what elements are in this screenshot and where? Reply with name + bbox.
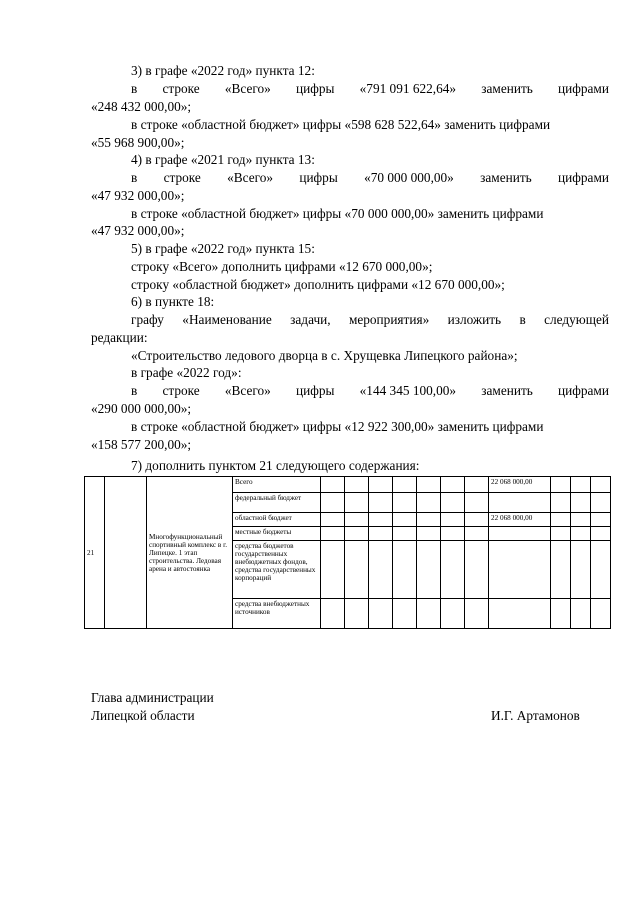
- text-line: 3) в графе «2022 год» пункта 12:: [131, 63, 315, 78]
- word: «144 345 100,00»: [359, 383, 457, 398]
- item-name-cell: Многофункциональный спортивный комплекс в г. Липецке. 1 этап строительства. Ледовая арена и автостоянка: [147, 477, 233, 629]
- text-line: 5) в графе «2022 год» пункта 15:: [131, 241, 315, 256]
- text-line: 7) дополнить пунктом 21 следующего содержания:: [131, 458, 420, 473]
- program-table: [84, 476, 611, 629]
- text-line-justified: [91, 311, 609, 329]
- word: в: [131, 170, 138, 185]
- value-cell: [489, 541, 551, 599]
- word: изложить: [447, 312, 502, 327]
- text-line: «47 932 000,00»;: [91, 223, 185, 238]
- value-cell: [489, 493, 551, 513]
- text-line: в строке «областной бюджет» цифры «12 922 300,00» заменить цифрами: [131, 419, 544, 434]
- item-number-cell: 21: [85, 477, 105, 629]
- text-line-justified: [91, 80, 609, 98]
- empty-cell: [105, 477, 147, 629]
- value-cell: 22 068 000,00: [489, 513, 551, 527]
- value-cell: [489, 599, 551, 629]
- text-line: строку «Всего» дополнить цифрами «12 670 000,00»;: [131, 259, 433, 274]
- value-cell: 22 068 000,00: [489, 477, 551, 493]
- word: «Всего»: [224, 383, 271, 398]
- word: «Всего»: [227, 170, 274, 185]
- signature-position-line1: Глава администрации: [91, 690, 214, 705]
- source-cell: федеральный бюджет: [233, 493, 321, 513]
- word: строке: [162, 383, 200, 398]
- word: цифры: [299, 170, 338, 185]
- source-cell: средства бюджетов государственных внебюджетных фондов, средства государственных корпораций: [233, 541, 321, 599]
- word: «Всего»: [224, 81, 271, 96]
- text-line: «290 000 000,00»;: [91, 401, 192, 416]
- source-cell: областной бюджет: [233, 513, 321, 527]
- text-line: в графе «2022 год»:: [131, 365, 242, 380]
- signature-name: И.Г. Артамонов: [491, 708, 580, 723]
- text-line: 6) в пункте 18:: [131, 294, 215, 309]
- word: заменить: [481, 81, 533, 96]
- text-line: строку «областной бюджет» дополнить цифрами «12 670 000,00»;: [131, 277, 505, 292]
- word: в: [519, 312, 526, 327]
- word: в: [131, 383, 138, 398]
- text-line: «248 432 000,00»;: [91, 99, 192, 114]
- word: «Наименование: [182, 312, 272, 327]
- signature-position-line2: Липецкой области: [91, 708, 195, 723]
- word: «70 000 000,00»: [364, 170, 454, 185]
- text-line: редакции:: [91, 330, 148, 345]
- word: заменить: [481, 383, 533, 398]
- text-line: 4) в графе «2021 год» пункта 13:: [131, 152, 315, 167]
- word: мероприятия»: [348, 312, 430, 327]
- word: задачи,: [290, 312, 331, 327]
- word: заменить: [480, 170, 532, 185]
- word: цифрами: [558, 383, 609, 398]
- word: строке: [163, 170, 201, 185]
- word: «791 091 622,64»: [359, 81, 457, 96]
- text-line: «Строительство ледового дворца в с. Хрущевка Липецкого района»;: [131, 348, 518, 363]
- table-row: [85, 477, 611, 493]
- text-line: «158 577 200,00»;: [91, 437, 192, 452]
- word: цифры: [296, 383, 335, 398]
- word: цифрами: [558, 81, 609, 96]
- text-line: в строке «областной бюджет» цифры «70 000 000,00» заменить цифрами: [131, 206, 544, 221]
- word: графу: [131, 312, 164, 327]
- text-line: в строке «областной бюджет» цифры «598 628 522,64» заменить цифрами: [131, 117, 551, 132]
- word: цифрами: [558, 170, 609, 185]
- word: строке: [162, 81, 200, 96]
- word: цифры: [296, 81, 335, 96]
- word: следующей: [544, 312, 609, 327]
- source-cell: Всего: [233, 477, 321, 493]
- value-cell: [489, 527, 551, 541]
- word: в: [131, 81, 138, 96]
- text-line: «47 932 000,00»;: [91, 188, 185, 203]
- source-cell: местные бюджеты: [233, 527, 321, 541]
- text-line-justified: [91, 169, 609, 187]
- text-line-justified: [91, 382, 609, 400]
- source-cell: средства внебюджетных источников: [233, 599, 321, 629]
- text-line: «55 968 900,00»;: [91, 135, 185, 150]
